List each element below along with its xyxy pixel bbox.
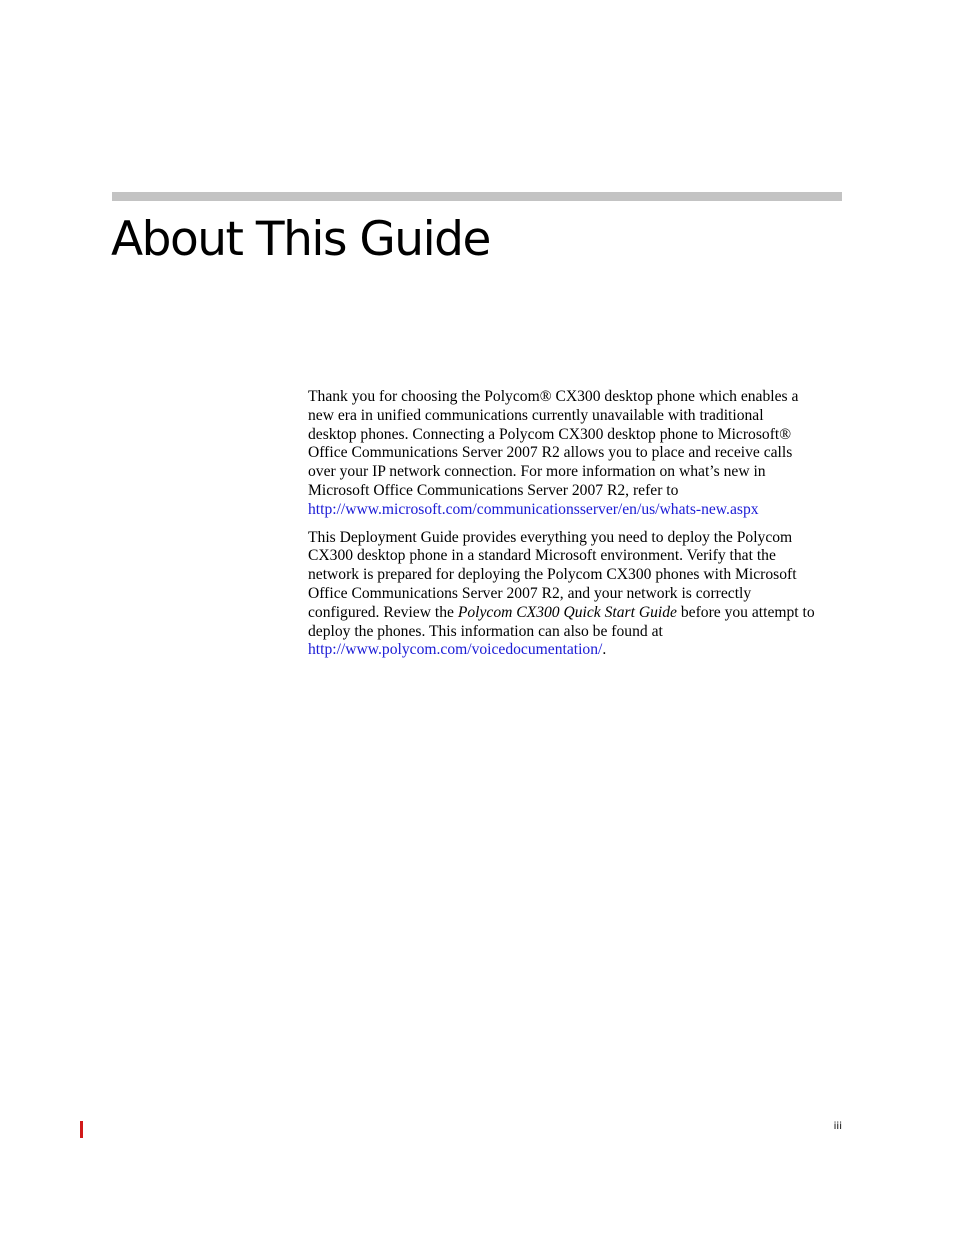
polycom-voice-documentation-link[interactable]: http://www.polycom.com/voicedocumentation/: [308, 641, 603, 659]
paragraph-line: Office Communications Server 2007 R2 allows you to place and receive calls: [308, 444, 793, 462]
quick-start-guide-title: Polycom CX300 Quick Start Guide: [457, 603, 677, 621]
paragraph-line: over your IP network connection. For more information on what’s new in: [308, 463, 766, 481]
text-fragment: configured. Review the: [308, 603, 458, 621]
chapter-top-rule: [112, 192, 842, 201]
page-number: iii: [833, 1121, 842, 1132]
paragraph-line: new era in unified communications currently unavailable with traditional: [308, 406, 764, 424]
paragraph-line: deploy the phones. This information can also be found at: [308, 622, 663, 640]
paragraph-line: Microsoft Office Communications Server 2007 R2, refer to: [308, 481, 679, 499]
footer-change-bar: [80, 1121, 83, 1138]
body-text: [308, 388, 848, 669]
paragraph-line: [308, 641, 848, 660]
paragraph-line: CX300 desktop phone in a standard Microsoft environment. Verify that the: [308, 547, 776, 565]
paragraph-line: Office Communications Server 2007 R2, and your network is correctly: [308, 584, 752, 602]
text-fragment: before you attempt to: [676, 603, 815, 621]
text-fragment: .: [602, 641, 607, 659]
paragraph-line: [308, 501, 848, 520]
chapter-title: About This Guide: [111, 212, 490, 267]
paragraph-line: network is prepared for deploying the Polycom CX300 phones with Microsoft: [308, 566, 797, 584]
intro-paragraph: [308, 388, 848, 520]
microsoft-whats-new-link[interactable]: http://www.microsoft.com/communicationsserver/en/us/whats-new.aspx: [308, 500, 759, 518]
deployment-paragraph: [308, 529, 848, 661]
paragraph-line: desktop phones. Connecting a Polycom CX300 desktop phone to Microsoft®: [308, 425, 792, 443]
paragraph-line: Thank you for choosing the Polycom® CX300 desktop phone which enables a: [308, 388, 799, 405]
paragraph-line: [308, 604, 848, 623]
paragraph-line: This Deployment Guide provides everything you need to deploy the Polycom: [308, 528, 793, 546]
